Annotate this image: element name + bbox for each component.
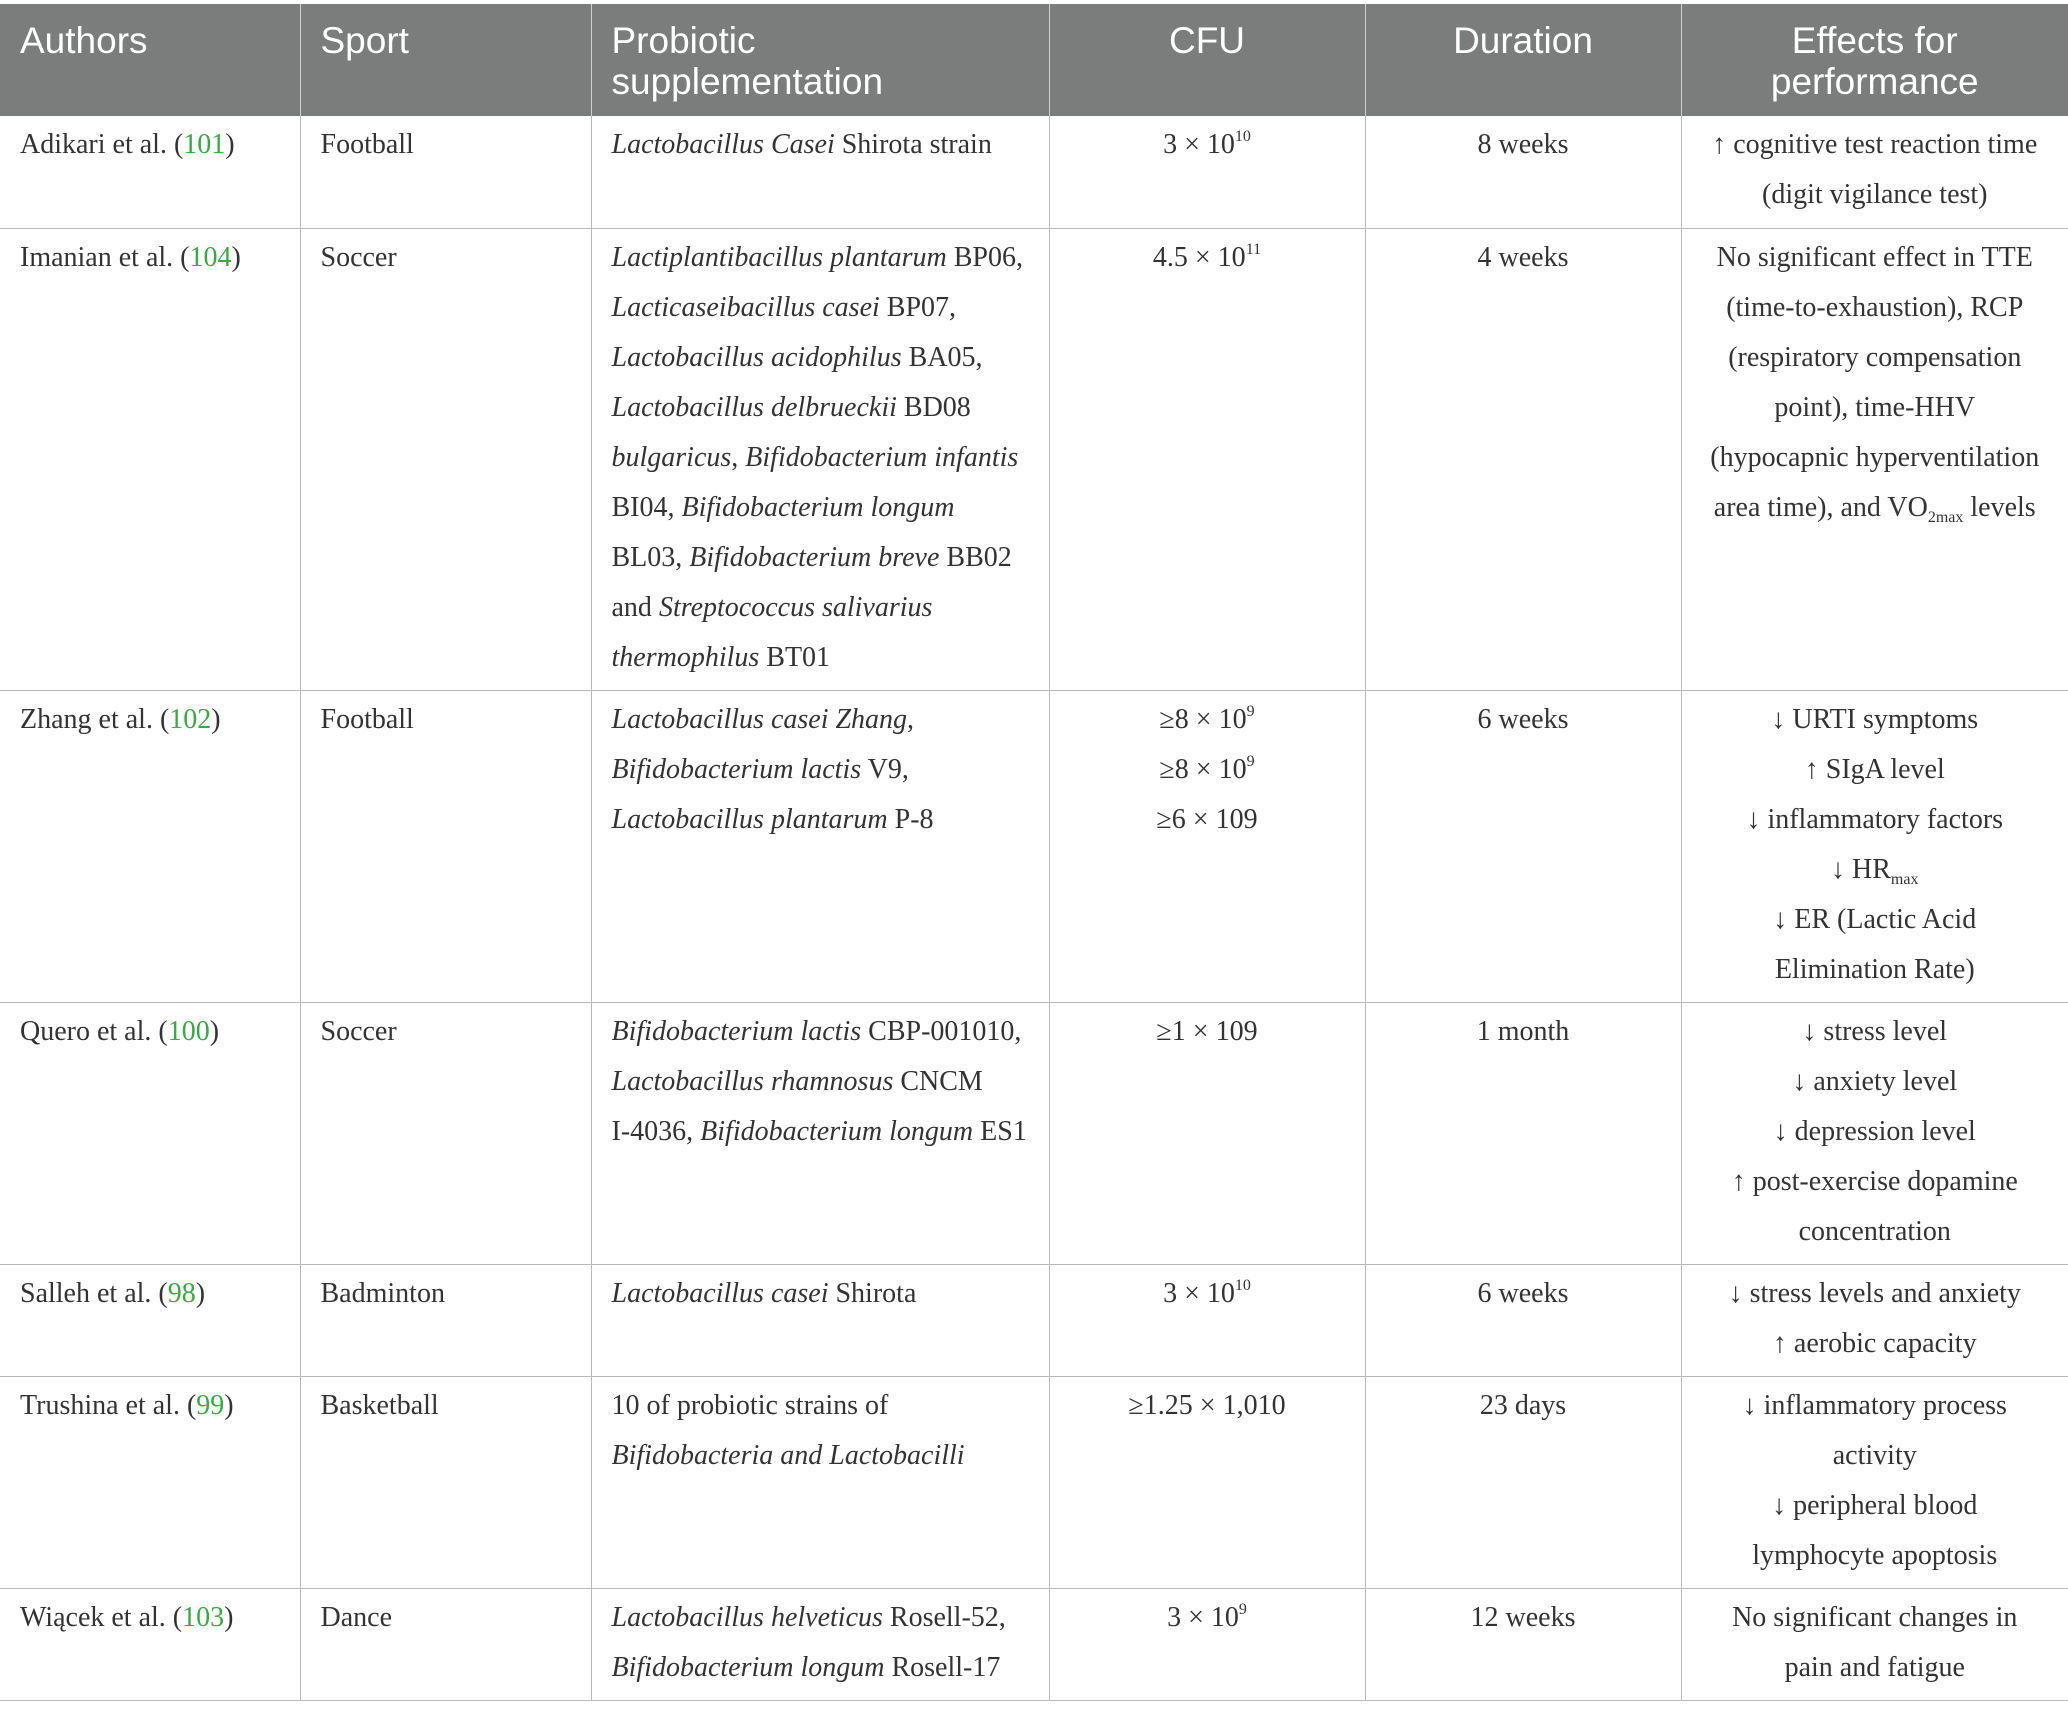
effect-line: ↑ SIgA level	[1804, 753, 1945, 785]
author-paren: )	[224, 1601, 234, 1633]
author-paren: )	[225, 129, 235, 160]
strain-text: V9,	[861, 753, 909, 785]
cfu-exponent: 11	[1245, 240, 1262, 258]
effect-line: (digit vigilance test)	[1762, 179, 1988, 210]
cfu-exponent: 9	[1246, 702, 1255, 720]
cfu-value	[1070, 745, 1345, 795]
sport-value: Soccer	[320, 1015, 397, 1047]
author-cell	[0, 228, 300, 690]
strain-name: Bifidobacterium lactis	[611, 1015, 862, 1047]
strain-text: Rosell-52,	[882, 1601, 1006, 1633]
probiotic-cell	[591, 1264, 1049, 1376]
duration-value: 6 weeks	[1477, 1277, 1569, 1309]
sport-cell	[300, 1376, 591, 1588]
duration-cell	[1365, 1002, 1681, 1264]
strain-text: 10 of probiotic strains of	[611, 1389, 889, 1421]
duration-cell	[1365, 228, 1681, 690]
effect-line: ↓ anxiety level	[1792, 1065, 1958, 1097]
sport-value: Soccer	[320, 241, 397, 273]
strain-name: Lactobacillus plantarum	[611, 803, 888, 835]
effect-line: (time-to-exhaustion), RCP	[1726, 291, 2024, 323]
effect-text: ↓ HR	[1831, 853, 1891, 885]
sport-cell	[300, 690, 591, 1002]
cfu-exponent: 10	[1234, 1276, 1251, 1294]
probiotic-line	[612, 1593, 1029, 1643]
probiotic-line	[612, 483, 1029, 533]
effect-line: lymphocyte apoptosis	[1752, 1539, 1998, 1571]
header-row	[0, 4, 2068, 116]
author-cell	[0, 1376, 300, 1588]
effect-line: (respiratory compensation	[1728, 341, 2022, 373]
probiotic-line	[612, 695, 1029, 745]
header-authors: Authors	[0, 4, 300, 116]
effect-line: point), time-HHV	[1774, 391, 1976, 423]
effect-line: No significant effect in TTE	[1716, 241, 2033, 273]
strain-text: BT01	[759, 641, 831, 673]
probiotic-line	[612, 233, 1029, 283]
effects-cell	[1681, 690, 2068, 1002]
cfu-base: 4.5 × 10	[1152, 241, 1246, 273]
strain-name: bulgaricus	[611, 441, 732, 473]
effects-cell	[1681, 1264, 2068, 1376]
cfu-base: ≥1 × 109	[1156, 1015, 1258, 1047]
strain-text: I-4036,	[611, 1115, 701, 1147]
probiotic-line	[612, 120, 1029, 170]
strain-name: Lactobacillus delbrueckii	[611, 391, 897, 423]
effect-line: ↓ inflammatory process	[1742, 1389, 2007, 1421]
effect-subscript: max	[1890, 870, 1919, 888]
duration-value: 6 weeks	[1477, 703, 1569, 735]
author-cell	[0, 690, 300, 1002]
cfu-value	[1070, 1007, 1345, 1057]
strain-text: BP07,	[879, 291, 957, 323]
strain-name: Lactobacillus casei Zhang	[611, 703, 908, 735]
effect-subscript: 2max	[1927, 508, 1964, 526]
sport-value: Football	[320, 703, 414, 735]
effects-cell	[1681, 1376, 2068, 1588]
author-name: Trushina et al. (	[20, 1389, 197, 1421]
effect-line: Elimination Rate)	[1774, 953, 1975, 985]
strain-text: Shirota	[828, 1277, 917, 1309]
header-sport: Sport	[300, 4, 591, 116]
strain-name: thermophilus	[611, 641, 760, 673]
probiotic-line	[612, 1381, 1029, 1431]
cfu-value	[1070, 1593, 1345, 1643]
header-effects: Effects for performance	[1681, 4, 2068, 116]
probiotic-cell	[591, 1376, 1049, 1588]
effect-line: concentration	[1798, 1215, 1951, 1247]
probiotic-cell	[591, 690, 1049, 1002]
strain-text: P-8	[887, 803, 934, 835]
effect-text: levels	[1963, 491, 2036, 523]
table-row	[0, 1376, 2068, 1588]
strain-text: BL03,	[611, 541, 690, 573]
author-cell	[0, 1002, 300, 1264]
reference-link[interactable]: 102	[169, 703, 212, 735]
cfu-exponent: 10	[1234, 128, 1251, 145]
strain-name: Bifidobacterium longum	[681, 491, 955, 523]
duration-cell	[1365, 1588, 1681, 1700]
duration-value: 23 days	[1479, 1389, 1567, 1421]
table-row	[0, 228, 2068, 690]
sport-value: Badminton	[320, 1277, 445, 1309]
header-cfu: CFU	[1049, 4, 1365, 116]
strain-text: BB02	[939, 541, 1012, 573]
duration-value: 1 month	[1476, 1015, 1570, 1047]
effect-text: area time), and VO	[1713, 491, 1928, 523]
effect-line: (hypocapnic hyperventilation	[1710, 441, 2040, 473]
effects-cell	[1681, 1588, 2068, 1700]
cfu-base: 3 × 10	[1163, 129, 1235, 160]
strain-text: Shirota strain	[834, 129, 992, 160]
strain-text: CBP-001010,	[861, 1015, 1022, 1047]
cfu-cell	[1049, 1264, 1365, 1376]
author-paren: )	[211, 703, 221, 735]
probiotic-line	[612, 1643, 1029, 1693]
strain-text: CNCM	[893, 1065, 983, 1097]
cfu-value	[1070, 695, 1345, 745]
table-row	[0, 1588, 2068, 1700]
duration-cell	[1365, 1376, 1681, 1588]
probiotic-line	[612, 383, 1029, 433]
strain-text: ES1	[973, 1115, 1027, 1147]
cfu-base: ≥8 × 10	[1159, 753, 1247, 785]
strain-name: Lactobacillus Casei	[611, 129, 835, 160]
cfu-cell	[1049, 1002, 1365, 1264]
strain-text: and	[611, 591, 659, 623]
strain-name: Bifidobacterium lactis	[611, 753, 862, 785]
duration-cell	[1365, 1264, 1681, 1376]
cfu-base: ≥8 × 10	[1159, 703, 1247, 735]
header-probiotic: Probiotic supplementation	[591, 4, 1049, 116]
effect-line	[1702, 483, 2049, 533]
cfu-exponent: 9	[1246, 752, 1255, 770]
strain-text: ,	[731, 441, 746, 473]
strain-text: Rosell-17	[884, 1651, 1001, 1683]
probiotic-cell	[591, 1002, 1049, 1264]
strain-name: Lactobacillus rhamnosus	[611, 1065, 894, 1097]
cfu-cell	[1049, 228, 1365, 690]
strain-name: Bifidobacterium infantis	[745, 441, 1019, 473]
cfu-value	[1070, 233, 1345, 283]
probiotic-line	[612, 283, 1029, 333]
duration-value: 8 weeks	[1477, 129, 1569, 160]
header-duration: Duration	[1365, 4, 1681, 116]
sport-value: Basketball	[320, 1389, 439, 1421]
effect-line: No significant changes in	[1732, 1601, 2018, 1633]
cfu-base: 3 × 10	[1167, 1601, 1239, 1633]
strain-name: Streptococcus salivarius	[658, 591, 933, 623]
strain-text: BP06,	[946, 241, 1023, 273]
cfu-cell	[1049, 1376, 1365, 1588]
table-body	[0, 116, 2068, 1700]
table-row	[0, 1002, 2068, 1264]
author-paren: )	[195, 1277, 206, 1309]
effect-line	[1702, 845, 2049, 895]
cfu-cell	[1049, 116, 1365, 228]
probiotic-line	[612, 745, 1029, 795]
probiotic-line	[612, 1007, 1029, 1057]
effects-cell	[1681, 116, 2068, 228]
effect-line: ↓ peripheral blood	[1772, 1489, 1978, 1521]
effects-cell	[1681, 228, 2068, 690]
sport-cell	[300, 116, 591, 228]
sport-cell	[300, 1588, 591, 1700]
table-row	[0, 1264, 2068, 1376]
probiotic-line	[612, 333, 1029, 383]
author-name: Wiącek et al. (	[20, 1601, 183, 1633]
author-name: Imanian et al. (	[20, 241, 190, 273]
reference-link[interactable]: 101	[183, 129, 226, 160]
probiotic-line	[612, 1057, 1029, 1107]
duration-value: 12 weeks	[1470, 1601, 1576, 1633]
cfu-value	[1070, 1269, 1345, 1319]
sport-cell	[300, 1264, 591, 1376]
reference-link[interactable]: 103	[182, 1601, 225, 1633]
strain-name: Lactobacillus helveticus	[611, 1601, 883, 1633]
cfu-exponent: 9	[1238, 1600, 1247, 1618]
strain-text: BA05,	[901, 341, 983, 373]
cfu-base: ≥6 × 109	[1156, 803, 1258, 835]
strain-name: Lactobacillus acidophilus	[611, 341, 902, 373]
probiotics-table	[0, 4, 2068, 1701]
sport-value: Football	[320, 129, 414, 160]
probiotic-line	[612, 433, 1029, 483]
author-cell	[0, 1264, 300, 1376]
strain-name: Lactiplantibacillus plantarum	[611, 241, 947, 273]
author-paren: )	[231, 241, 241, 273]
sport-cell	[300, 1002, 591, 1264]
effects-cell	[1681, 1002, 2068, 1264]
strain-text: BD08	[896, 391, 971, 423]
probiotic-line	[612, 1269, 1029, 1319]
effect-line: ↑ aerobic capacity	[1772, 1327, 1977, 1359]
author-name: Adikari et al. (	[20, 129, 184, 160]
strain-text: BI04,	[611, 491, 682, 523]
effect-line: activity	[1832, 1439, 1917, 1471]
probiotic-line	[612, 633, 1029, 683]
strain-name: Bifidobacterium breve	[689, 541, 940, 573]
author-name: Salleh et al. (	[20, 1277, 168, 1309]
author-name: Zhang et al. (	[20, 703, 170, 735]
table-row	[0, 116, 2068, 228]
strain-name: Lactobacillus casei	[611, 1277, 829, 1309]
probiotic-cell	[591, 1588, 1049, 1700]
author-paren: )	[224, 1389, 234, 1421]
author-cell	[0, 116, 300, 228]
table-row	[0, 690, 2068, 1002]
author-name: Quero et al. (	[20, 1015, 168, 1047]
sport-value: Dance	[320, 1601, 393, 1633]
probiotic-line	[612, 583, 1029, 633]
strain-name: Bifidobacterium longum	[700, 1115, 974, 1147]
table-header	[0, 4, 2068, 116]
effect-line: ↑ post-exercise dopamine	[1731, 1165, 2018, 1197]
cfu-value	[1070, 795, 1345, 845]
reference-link[interactable]: 98	[167, 1277, 196, 1309]
strain-name: Lacticaseibacillus casei	[611, 291, 880, 323]
cfu-base: 3 × 10	[1163, 1277, 1235, 1309]
duration-value: 4 weeks	[1477, 241, 1569, 273]
probiotic-line	[612, 533, 1029, 583]
cfu-value	[1070, 120, 1345, 170]
author-cell	[0, 1588, 300, 1700]
probiotic-line	[612, 795, 1029, 845]
duration-cell	[1365, 116, 1681, 228]
effect-line: ↓ stress level	[1802, 1015, 1948, 1047]
strain-name: Bifidobacteria and Lactobacilli	[611, 1439, 965, 1471]
duration-cell	[1365, 690, 1681, 1002]
effect-line: ↑ cognitive test reaction time	[1712, 129, 2038, 160]
strain-name: Bifidobacterium longum	[611, 1651, 885, 1683]
effect-line: ↓ stress levels and anxiety	[1728, 1277, 2021, 1309]
reference-link[interactable]: 104	[189, 241, 232, 273]
effect-line: pain and fatigue	[1784, 1651, 1965, 1683]
probiotic-line	[612, 1107, 1029, 1157]
author-paren: )	[209, 1015, 220, 1047]
probiotic-cell	[591, 116, 1049, 228]
cfu-cell	[1049, 1588, 1365, 1700]
cfu-cell	[1049, 690, 1365, 1002]
strain-text: ,	[907, 703, 915, 735]
cfu-base: ≥1.25 × 1,010	[1128, 1389, 1286, 1421]
probiotic-cell	[591, 228, 1049, 690]
effect-line: ↓ ER (Lactic Acid	[1773, 903, 1977, 935]
cfu-value	[1070, 1381, 1345, 1431]
effect-line: ↓ URTI symptoms	[1771, 703, 1979, 735]
effect-line: ↓ depression level	[1773, 1115, 1976, 1147]
sport-cell	[300, 228, 591, 690]
probiotic-line	[612, 1431, 1029, 1481]
effect-line: ↓ inflammatory factors	[1746, 803, 2004, 835]
reference-link[interactable]: 100	[167, 1015, 210, 1047]
reference-link[interactable]: 99	[196, 1389, 225, 1421]
